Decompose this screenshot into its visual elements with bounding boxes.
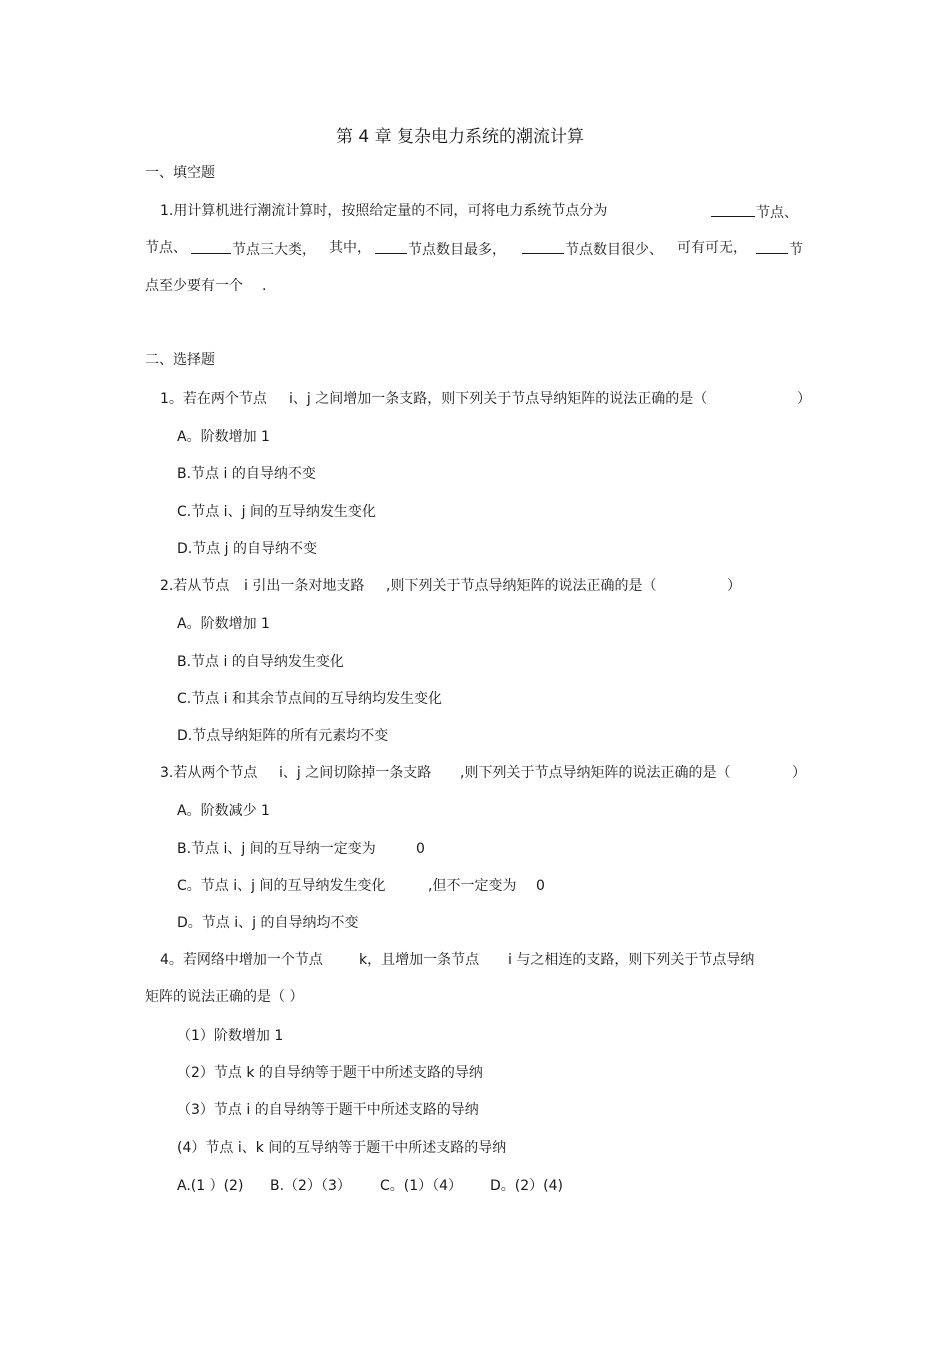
option-tail: 0 bbox=[416, 841, 425, 857]
choice-q2-stem: ,则下列关于节点导纳矩阵的说法正确的是（ bbox=[386, 578, 657, 594]
blank-2[interactable] bbox=[191, 239, 231, 254]
choice-q2-stem: ） bbox=[727, 578, 741, 594]
option: C。节点 i、j 间的互导纳发生变化 bbox=[177, 878, 386, 894]
choice-q1-stem: 1。若在两个节点 bbox=[160, 391, 267, 407]
choice-q3-stem: i、j 之间切除掉一条支路 bbox=[279, 765, 432, 781]
fill-q1-text: 点至少要有一个 bbox=[145, 278, 243, 294]
page-title: 第 4 章 复杂电力系统的潮流计算 bbox=[336, 127, 585, 147]
choice-q4-stem: k，且增加一条节点 bbox=[359, 952, 480, 968]
choice-q4-stem: 矩阵的说法正确的是（ ） bbox=[145, 989, 304, 1005]
fill-q1-text: 节点、 bbox=[145, 240, 187, 256]
q4-item: （1）阶数增加 1 bbox=[177, 1028, 284, 1044]
choice-q3-stem: ,则下列关于节点导纳矩阵的说法正确的是（ bbox=[460, 765, 731, 781]
option: C.节点 i、j 间的互导纳发生变化 bbox=[177, 504, 376, 520]
option: D。节点 i、j 的自导纳均不变 bbox=[177, 915, 359, 931]
q4-item: （3）节点 i 的自导纳等于题干中所述支路的导纳 bbox=[177, 1102, 479, 1118]
fill-q1-line3 bbox=[145, 277, 243, 295]
option: B.节点 i、j 间的互导纳一定变为 bbox=[177, 841, 376, 857]
choice-q4-stem: i 与之相连的支路，则下列关于节点导纳 bbox=[508, 952, 755, 968]
choice-q2-stem: i 引出一条对地支路 bbox=[244, 578, 365, 594]
fill-q1-text: 节 bbox=[789, 242, 803, 258]
fill-q1-line2-part bbox=[521, 239, 663, 259]
blank-5[interactable] bbox=[756, 239, 788, 254]
blank-4[interactable] bbox=[522, 239, 564, 254]
option: C.节点 i 和其余节点间的互导纳均发生变化 bbox=[177, 691, 443, 707]
blank-3[interactable] bbox=[375, 239, 407, 254]
choice-q4-stem: 4。若网络中增加一个节点 bbox=[160, 952, 323, 968]
option: B.节点 i 的自导纳发生变化 bbox=[177, 654, 344, 670]
section-heading-choice: 二、选择题 bbox=[145, 352, 215, 368]
choice-q1-stem: i、j 之间增加一条支路，则下列关于节点导纳矩阵的说法正确的是（ bbox=[289, 391, 708, 407]
choice-q2-stem: 2.若从节点 bbox=[160, 578, 230, 594]
fill-q1-line2-part bbox=[755, 239, 803, 259]
q4-item: （2）节点 k 的自导纳等于题干中所述支路的导纳 bbox=[177, 1065, 483, 1081]
fill-q1-line1-end bbox=[710, 202, 798, 222]
fill-q1-text: 节点数目很少、 bbox=[565, 242, 663, 258]
option: A。阶数增加 1 bbox=[177, 616, 270, 632]
choice-q3-stem: ） bbox=[792, 765, 806, 781]
option: D.节点导纳矩阵的所有元素均不变 bbox=[177, 728, 389, 744]
option-mid: ,但不一定变为 bbox=[428, 878, 517, 894]
q4-choice-b: B.（2）（3） bbox=[270, 1178, 351, 1194]
choice-q3-stem: 3.若从两个节点 bbox=[160, 765, 258, 781]
q4-choice-a: A.(1 ）(2) bbox=[177, 1178, 244, 1194]
fill-q1-text: 1.用计算机进行潮流计算时，按照给定量的不同，可将电力系统节点分为 bbox=[160, 203, 608, 219]
fill-q1-text: 节点数目最多， bbox=[408, 242, 506, 258]
q4-choice-d: D。(2）(4) bbox=[490, 1178, 563, 1194]
fill-q1-line1 bbox=[160, 202, 607, 220]
q4-item: (4）节点 i、k 间的互导纳等于题干中所述支路的导纳 bbox=[177, 1140, 507, 1156]
fill-q1-line2-part: 其中， bbox=[329, 240, 371, 256]
option: A。阶数减少 1 bbox=[177, 803, 270, 819]
option: A。阶数增加 1 bbox=[177, 429, 270, 445]
section-heading-fill-blank: 一、填空题 bbox=[145, 165, 215, 181]
fill-q1-line2-part bbox=[190, 239, 316, 259]
fill-q1-text: 节点三大类， bbox=[232, 242, 316, 258]
fill-q1-text: 节点、 bbox=[756, 205, 798, 221]
choice-q1-stem: ） bbox=[797, 391, 811, 407]
fill-q1-line2 bbox=[145, 239, 187, 257]
fill-q1-line2-part bbox=[374, 239, 506, 259]
q4-choice-c: C。(1）（4） bbox=[380, 1178, 463, 1194]
fill-q1-line2-part: 可有可无， bbox=[677, 240, 747, 256]
option: B.节点 i 的自导纳不变 bbox=[177, 466, 316, 482]
blank-1[interactable] bbox=[711, 202, 755, 217]
option: D.节点 j 的自导纳不变 bbox=[177, 541, 318, 557]
option-tail: 0 bbox=[536, 878, 545, 894]
fill-q1-line3-end: . bbox=[262, 278, 267, 294]
